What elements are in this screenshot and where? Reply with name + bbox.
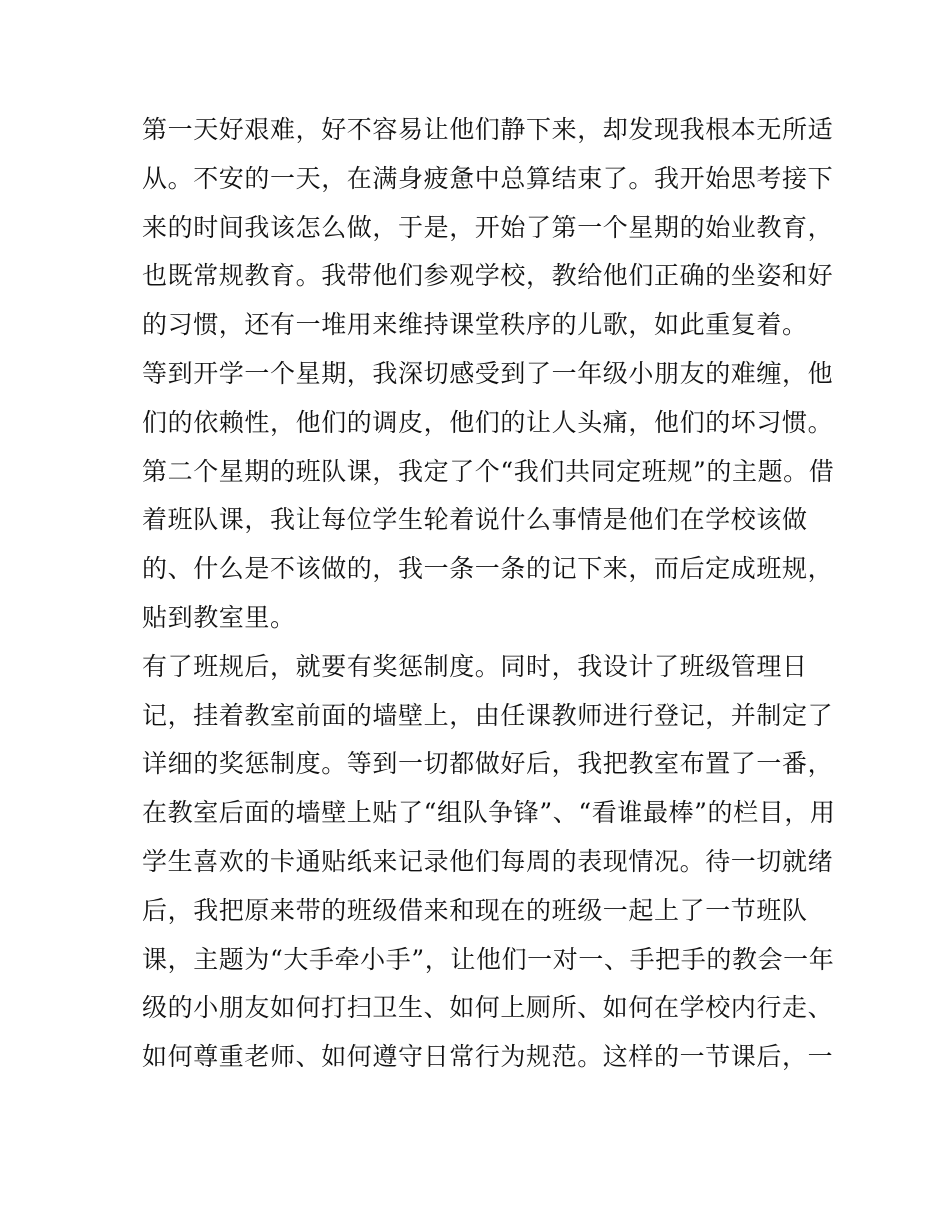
text-line: 们的依赖性，他们的调皮，他们的让人头痛，他们的坏习惯。 [142, 407, 834, 437]
text-line: 后，我把原来带的班级借来和现在的班级一起上了一节班队 [142, 895, 808, 925]
text-line: 等到开学一个星期，我深切感受到了一年级小朋友的难缠，他 [142, 358, 834, 388]
text-line: 来的时间我该怎么做，于是，开始了第一个星期的始业教育， [142, 212, 834, 242]
text-line: 也既常规教育。我带他们参观学校，教给他们正确的坐姿和好 [142, 261, 834, 291]
text-line: 记，挂着教室前面的墙壁上，由任课教师进行登记，并制定了 [142, 700, 834, 730]
text-line: 详细的奖惩制度。等到一切都做好后，我把教室布置了一番， [142, 749, 834, 779]
text-line: 在教室后面的墙壁上贴了“组队争锋”、“看谁最棒”的栏目，用 [142, 798, 836, 828]
text-line: 课，主题为“大手牵小手”，让他们一对一、手把手的教会一年 [142, 944, 835, 974]
text-line: 着班队课，我让每位学生轮着说什么事情是他们在学校该做 [142, 505, 808, 535]
text-line: 学生喜欢的卡通贴纸来记录他们每周的表现情况。待一切就绪 [142, 846, 834, 876]
text-line: 如何尊重老师、如何遵守日常行为规范。这样的一节课后，一 [142, 1042, 834, 1072]
text-line: 第二个星期的班队课，我定了个“我们共同定班规”的主题。借 [142, 456, 835, 486]
text-line: 第一天好艰难，好不容易让他们静下来，却发现我根本无所适 [142, 115, 834, 144]
text-line: 的习惯，还有一堆用来维持课堂秩序的儿歌，如此重复着。 [142, 310, 808, 340]
text-line: 有了班规后，就要有奖惩制度。同时，我设计了班级管理日 [142, 651, 808, 681]
text-line: 从。不安的一天，在满身疲惫中总算结束了。我开始思考接下 [142, 163, 834, 193]
text-line: 级的小朋友如何打扫卫生、如何上厕所、如何在学校内行走、 [142, 993, 834, 1023]
text-line: 贴到教室里。 [142, 602, 296, 632]
text-line: 的、什么是不该做的，我一条一条的记下来，而后定成班规， [142, 554, 834, 584]
body-text [142, 106, 836, 1082]
